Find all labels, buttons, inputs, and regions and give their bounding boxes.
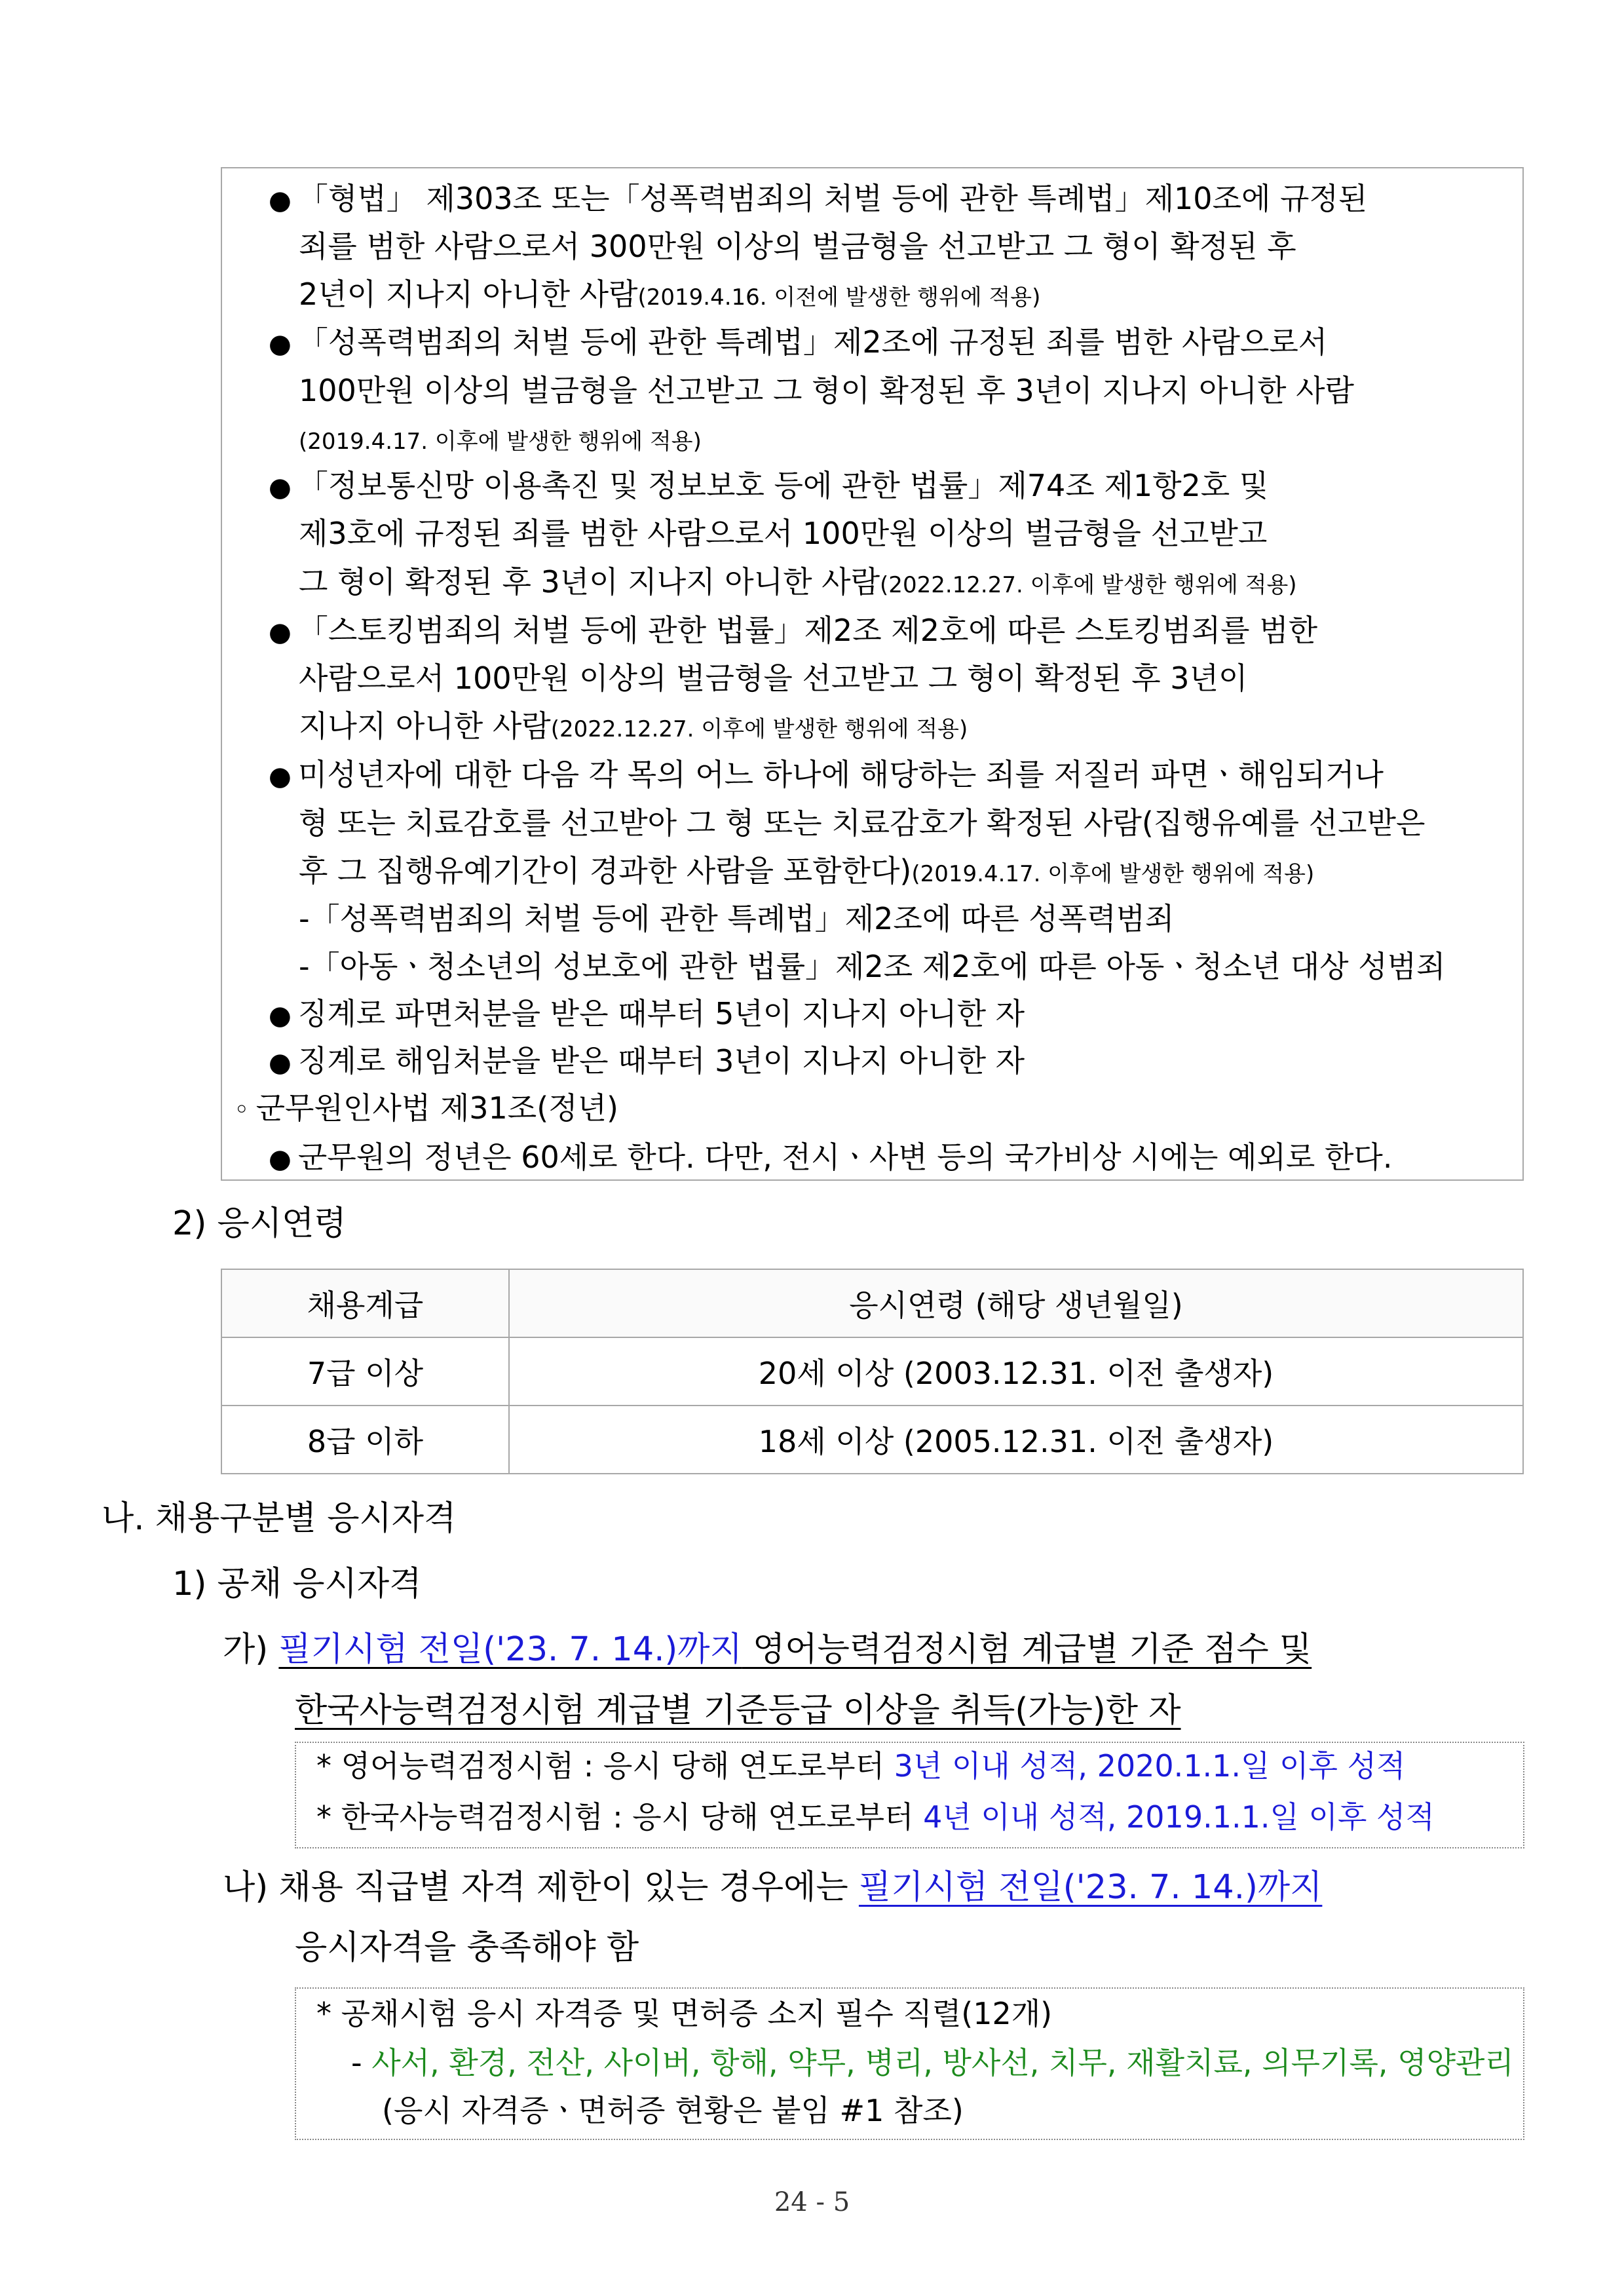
bullet-icon: ● — [269, 472, 292, 503]
item-ga-line2: 한국사능력검정시험 계급별 기준등급 이상을 취득(가능)한 자 — [295, 1691, 1181, 1730]
item-label: 나) — [223, 1868, 269, 1907]
list-item-text: 죄를 범한 사람으로서 300만원 이상의 벌금형을 선고받고 그 형이 확정된 후 — [299, 229, 1296, 264]
list-item — [299, 948, 1446, 985]
subsection-heading: 1) 공채 응시자격 — [172, 1565, 422, 1603]
list-item — [269, 324, 1327, 362]
note-text: * 한국사능력검정시험 : 응시 당해 연도로부터 — [316, 1799, 924, 1835]
list-item-text: 군무원의 정년은 60세로 한다. 다만, 전시ㆍ사변 등의 국가비상 시에는 예외로 한다. — [297, 1139, 1393, 1175]
list-dash: - — [351, 2045, 372, 2080]
list-item-text: 형 또는 치료감호를 선고받아 그 형 또는 치료감호가 확정된 사람(집행유예를 선고받은 — [299, 805, 1426, 841]
bullet-icon: ● — [269, 329, 292, 359]
circle-bullet-icon: ◦ — [234, 1095, 250, 1125]
table-cell: 20세 이상 (2003.12.31. 이전 출생자) — [509, 1337, 1523, 1406]
list-item — [269, 180, 1367, 219]
applicability-note: (2022.12.27. 이후에 발생한 행위에 적용) — [550, 716, 968, 742]
list-item — [299, 805, 1425, 841]
table-header-row — [221, 1269, 1523, 1337]
section-heading: 나. 채용구분별 응시자격 — [102, 1499, 457, 1538]
table-cell: 8급 이하 — [221, 1406, 509, 1474]
table-cell: 7급 이상 — [221, 1337, 509, 1406]
list-item — [299, 420, 702, 460]
list-item — [299, 660, 1247, 697]
item-nah-text: 채용 직급별 자격 제한이 있는 경우에는 — [278, 1868, 859, 1907]
list-item — [269, 1043, 1025, 1081]
item-ga-text — [278, 1630, 1312, 1669]
list-item — [269, 612, 1317, 651]
table-header-cell: 채용계급 — [221, 1269, 509, 1337]
age-heading: 2) 응시연령 — [172, 1204, 347, 1243]
table-cell: 18세 이상 (2005.12.31. 이전 출생자) — [509, 1406, 1523, 1474]
list-item-text: 「성폭력범죄의 처벌 등에 관한 특례법」제2조에 규정된 죄를 범한 사람으로서 — [297, 324, 1328, 360]
note-ref: (응시 자격증ㆍ면허증 현황은 붙임 #1 참조) — [382, 2093, 964, 2128]
bullet-icon: ● — [269, 1001, 292, 1031]
list-item-text: 「스토킹범죄의 처벌 등에 관한 법률」제2조 제2호에 따른 스토킹범죄를 범한 — [297, 613, 1318, 648]
list-item — [299, 228, 1296, 265]
table-row — [221, 1406, 1523, 1474]
note-list-line — [351, 2044, 1514, 2081]
item-nah-line2: 응시자격을 충족해야 함 — [295, 1928, 639, 1967]
list-item — [269, 467, 1268, 506]
list-item — [234, 1090, 618, 1128]
table-header-cell: 응시연령 (해당 생년월일) — [509, 1269, 1523, 1337]
list-item-text: 100만원 이상의 벌금형을 선고받고 그 형이 확정된 후 3년이 지나지 아니한 사람 — [299, 373, 1354, 408]
note-text: * 영어능력검정시험 : 응시 당해 연도로부터 — [316, 1748, 894, 1784]
note-title: * 공채시험 응시 자격증 및 면허증 소지 필수 직렬(12개) — [316, 1996, 1053, 2031]
list-item-text: -「아동ㆍ청소년의 성보호에 관한 법률」제2조 제2호에 따른 아동ㆍ청소년 대상 성범죄 — [299, 949, 1446, 984]
list-item — [269, 756, 1384, 795]
note-highlight: 4년 이내 성적, 2019.1.1.일 이후 성적 — [923, 1799, 1435, 1835]
list-item-text: 군무원인사법 제31조(정년) — [255, 1090, 619, 1126]
list-item-text: 「정보통신망 이용촉진 및 정보보호 등에 관한 법률」제74조 제1항2호 및 — [297, 468, 1269, 503]
item-nah — [223, 1869, 1322, 1906]
bullet-icon: ● — [269, 1048, 292, 1078]
list-item-text: 후 그 집행유예기간이 경과한 사람을 포함한다) — [299, 853, 912, 889]
list-item — [299, 515, 1267, 552]
age-table — [221, 1269, 1524, 1474]
list-item-text: 징계로 해임처분을 받은 때부터 3년이 지나지 아니한 자 — [297, 1043, 1025, 1079]
bullet-icon: ● — [269, 185, 292, 216]
list-item — [299, 564, 1297, 603]
list-item-text: 그 형이 확정된 후 3년이 지나지 아니한 사람 — [299, 564, 880, 600]
list-item-text: -「성폭력범죄의 처벌 등에 관한 특례법」제2조에 따른 성폭력범죄 — [299, 901, 1175, 936]
list-item-text: 사람으로서 100만원 이상의 벌금형을 선고받고 그 형이 확정된 후 3년이 — [299, 660, 1248, 696]
bullet-icon: ● — [269, 1144, 292, 1174]
list-item-text: 「형법」 제303조 또는「성폭력범죄의 처벌 등에 관한 특례법」제10조에 규정된 — [297, 181, 1368, 216]
item-ga — [223, 1632, 1312, 1668]
list-item — [299, 900, 1175, 937]
list-item — [299, 372, 1354, 409]
deadline-highlight: 필기시험 전일('23. 7. 14.)까지 — [858, 1868, 1323, 1907]
applicability-note: (2019.4.17. 이후에 발생한 행위에 적용) — [299, 429, 702, 455]
list-item — [269, 995, 1025, 1034]
note-line — [316, 1799, 1435, 1835]
deadline-highlight: 필기시험 전일('23. 7. 14.)까지 — [278, 1630, 742, 1669]
list-item — [299, 276, 1040, 316]
item-ga-rest: 영어능력검정시험 계급별 기준 점수 및 — [742, 1630, 1312, 1669]
list-item-text: 2년이 지나지 아니한 사람 — [299, 277, 638, 312]
applicability-note: (2019.4.17. 이후에 발생한 행위에 적용) — [911, 861, 1315, 887]
item-label: 가) — [223, 1630, 269, 1669]
applicability-note: (2019.4.16. 이전에 발생한 행위에 적용) — [637, 284, 1041, 311]
note-highlight: 3년 이내 성적, 2020.1.1.일 이후 성적 — [894, 1748, 1406, 1784]
list-item-text: 미성년자에 대한 다음 각 목의 어느 하나에 해당하는 죄를 저질러 파면ㆍ해임되거나 — [297, 757, 1384, 792]
note-line — [316, 1748, 1405, 1784]
list-item-text: 지나지 아니한 사람 — [299, 708, 551, 744]
list-item — [299, 708, 968, 748]
list-item — [299, 852, 1314, 892]
list-item-text: 제3호에 규정된 죄를 범한 사람으로서 100만원 이상의 벌금형을 선고받고 — [299, 516, 1268, 551]
list-item — [269, 1139, 1392, 1177]
bullet-icon: ● — [269, 617, 292, 647]
list-item-text: 징계로 파면처분을 받은 때부터 5년이 지나지 아니한 자 — [297, 996, 1025, 1031]
license-positions-list: 사서, 환경, 전산, 사이버, 항해, 약무, 병리, 방사선, 치무, 재활치료, 의무기록, 영양관리 — [371, 2045, 1514, 2080]
page-number: 24 - 5 — [774, 2187, 850, 2217]
applicability-note: (2022.12.27. 이후에 발생한 행위에 적용) — [880, 572, 1297, 598]
table-row — [221, 1337, 1523, 1406]
bullet-icon: ● — [269, 761, 292, 792]
